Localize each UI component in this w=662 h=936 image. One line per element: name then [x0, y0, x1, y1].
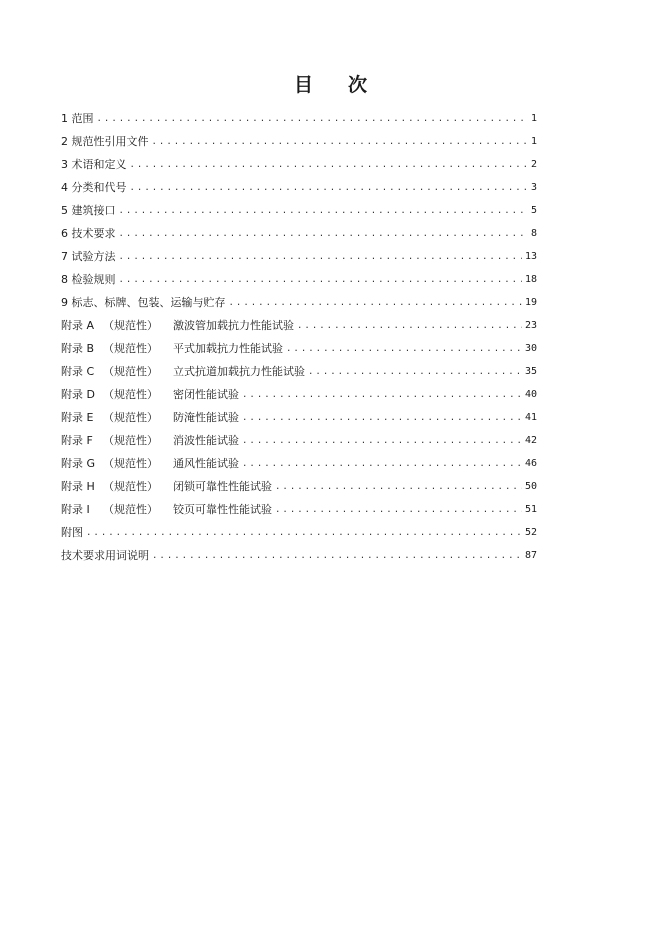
dot-leader	[275, 477, 522, 498]
toc-appendix-entry[interactable]	[61, 498, 537, 521]
appendix-label	[61, 383, 239, 406]
toc-appendix-entry[interactable]	[61, 406, 537, 429]
appendix-label	[61, 314, 294, 337]
toc-entry[interactable]	[61, 544, 537, 567]
toc-appendix-entry[interactable]	[61, 429, 537, 452]
toc-entry[interactable]	[61, 245, 537, 268]
dot-leader	[229, 293, 522, 314]
appendix-normative: （规范性）	[103, 342, 158, 355]
toc-entry-page: 51	[524, 504, 537, 515]
dot-leader	[297, 316, 522, 337]
dot-leader	[242, 385, 522, 406]
toc-entry-page: 8	[530, 228, 537, 239]
toc-entry-page: 3	[530, 182, 537, 193]
appendix-name: 铰页可靠性性能试验	[173, 503, 272, 516]
dot-leader	[130, 178, 528, 199]
appendix-label	[61, 337, 283, 360]
toc-entry[interactable]	[61, 199, 537, 222]
toc-entry-page: 13	[524, 251, 537, 262]
appendix-name: 激波管加载抗力性能试验	[173, 319, 294, 332]
appendix-label	[61, 429, 239, 452]
toc-entry-page: 1	[530, 136, 537, 147]
appendix-name: 立式抗道加载抗力性能试验	[173, 365, 305, 378]
appendix-normative: （规范性）	[103, 365, 158, 378]
toc-entry-label: 技术要求用词说明	[61, 549, 149, 562]
appendix-code: 附录 H	[61, 480, 95, 493]
toc-entry-label: 1 范围	[61, 112, 94, 125]
toc-entry-page: 18	[524, 274, 537, 285]
table-of-contents	[61, 107, 537, 567]
toc-entry[interactable]	[61, 222, 537, 245]
toc-entry-page: 50	[524, 481, 537, 492]
dot-leader	[275, 500, 522, 521]
toc-appendix-entry[interactable]	[61, 383, 537, 406]
appendix-normative: （规范性）	[103, 319, 158, 332]
page-title	[0, 70, 662, 97]
dot-leader	[286, 339, 522, 360]
toc-entry[interactable]	[61, 291, 537, 314]
appendix-code: 附录 D	[61, 388, 95, 401]
appendix-code: 附录 F	[61, 434, 93, 447]
dot-leader	[308, 362, 522, 383]
toc-entry-page: 52	[524, 527, 537, 538]
toc-entry-page: 2	[530, 159, 537, 170]
dot-leader	[130, 155, 528, 176]
dot-leader	[97, 109, 528, 130]
toc-entry-label: 附图	[61, 526, 83, 539]
toc-entry[interactable]	[61, 268, 537, 291]
dot-leader	[119, 201, 528, 222]
toc-entry-page: 42	[524, 435, 537, 446]
toc-appendix-entry[interactable]	[61, 314, 537, 337]
dot-leader	[152, 132, 528, 153]
appendix-normative: （规范性）	[103, 480, 158, 493]
dot-leader	[242, 408, 522, 429]
appendix-label	[61, 475, 272, 498]
toc-entry-label: 3 术语和定义	[61, 158, 127, 171]
toc-entry-page: 5	[530, 205, 537, 216]
appendix-normative: （规范性）	[103, 457, 158, 470]
dot-leader	[119, 247, 522, 268]
appendix-label	[61, 498, 272, 521]
dot-leader	[119, 270, 522, 291]
appendix-name: 通风性能试验	[173, 457, 239, 470]
dot-leader	[86, 523, 522, 544]
title-char-2: 次	[348, 74, 369, 96]
appendix-normative: （规范性）	[103, 388, 158, 401]
toc-entry-page: 19	[524, 297, 537, 308]
toc-entry-label: 4 分类和代号	[61, 181, 127, 194]
dot-leader	[152, 546, 522, 567]
toc-entry-page: 1	[530, 113, 537, 124]
toc-entry-page: 40	[524, 389, 537, 400]
toc-entry-label: 8 检验规则	[61, 273, 116, 286]
toc-entry[interactable]	[61, 521, 537, 544]
appendix-name: 防淹性能试验	[173, 411, 239, 424]
appendix-code: 附录 G	[61, 457, 96, 470]
toc-entry[interactable]	[61, 153, 537, 176]
toc-entry[interactable]	[61, 107, 537, 130]
appendix-code: 附录 I	[61, 503, 90, 516]
toc-entry[interactable]	[61, 176, 537, 199]
appendix-normative: （规范性）	[103, 411, 158, 424]
dot-leader	[119, 224, 528, 245]
toc-appendix-entry[interactable]	[61, 452, 537, 475]
toc-appendix-entry[interactable]	[61, 337, 537, 360]
toc-entry-label: 6 技术要求	[61, 227, 116, 240]
title-char-1: 目	[293, 74, 314, 96]
toc-entry-page: 35	[524, 366, 537, 377]
dot-leader	[242, 431, 522, 452]
toc-entry-page: 87	[524, 550, 537, 561]
appendix-code: 附录 C	[61, 365, 95, 378]
appendix-name: 密闭性能试验	[173, 388, 239, 401]
toc-entry-page: 30	[524, 343, 537, 354]
toc-entry-page: 46	[524, 458, 537, 469]
toc-appendix-entry[interactable]	[61, 360, 537, 383]
toc-entry-label: 7 试验方法	[61, 250, 116, 263]
appendix-name: 闭锁可靠性性能试验	[173, 480, 272, 493]
appendix-name: 消波性能试验	[173, 434, 239, 447]
appendix-label	[61, 406, 239, 429]
dot-leader	[242, 454, 522, 475]
appendix-normative: （规范性）	[103, 503, 158, 516]
appendix-label	[61, 452, 239, 475]
appendix-normative: （规范性）	[103, 434, 158, 447]
toc-entry-page: 23	[524, 320, 537, 331]
toc-entry[interactable]	[61, 130, 537, 153]
appendix-code: 附录 B	[61, 342, 95, 355]
toc-entry-label: 2 规范性引用文件	[61, 135, 149, 148]
appendix-label	[61, 360, 305, 383]
appendix-code: 附录 E	[61, 411, 94, 424]
toc-appendix-entry[interactable]	[61, 475, 537, 498]
appendix-name: 平式加载抗力性能试验	[173, 342, 283, 355]
toc-entry-label: 9 标志、标牌、包装、运输与贮存	[61, 296, 226, 309]
toc-entry-page: 41	[524, 412, 537, 423]
toc-entry-label: 5 建筑接口	[61, 204, 116, 217]
appendix-code: 附录 A	[61, 319, 95, 332]
